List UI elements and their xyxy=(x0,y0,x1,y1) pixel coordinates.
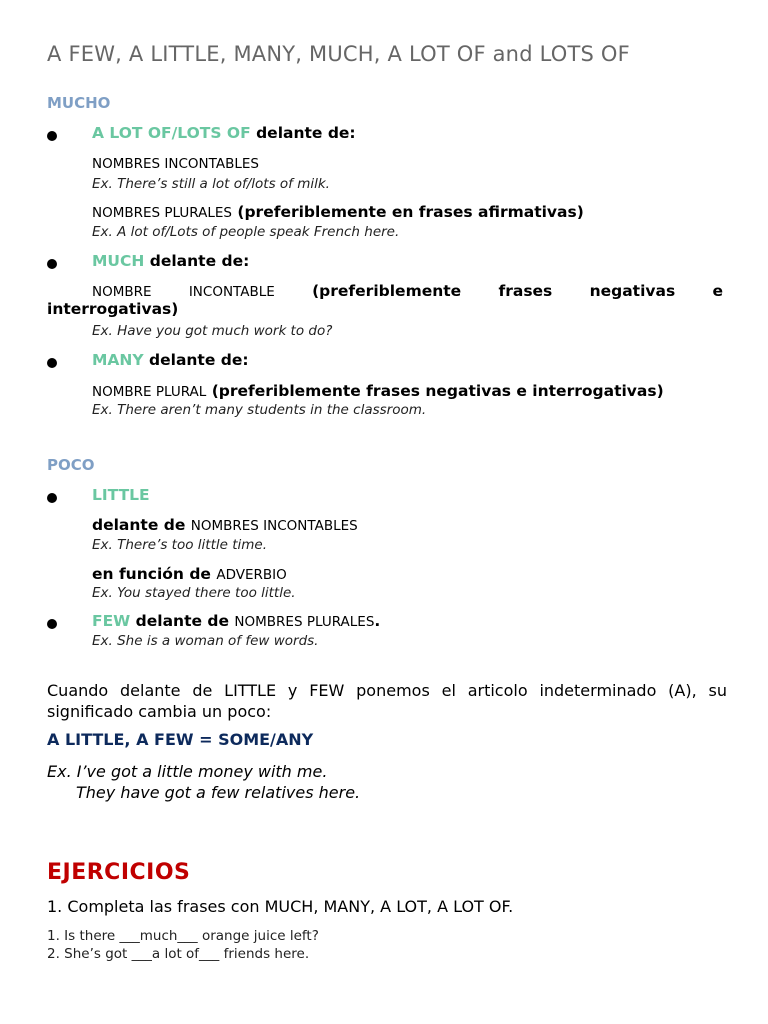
category-lead: en función de xyxy=(92,565,217,583)
section-heading-mucho: MUCHO xyxy=(47,94,111,112)
category-note: (preferiblemente en frases afirmativas) xyxy=(231,203,584,221)
category-label: NOMBRES PLURALES xyxy=(92,205,232,221)
keyword: MANY xyxy=(92,351,144,369)
category-note: interrogativas) xyxy=(47,300,179,318)
category-label: NOMBRE PLURAL xyxy=(92,384,207,400)
category-row xyxy=(92,516,358,534)
category-lead: delante de xyxy=(92,516,191,534)
category-label: NOMBRES INCONTABLES xyxy=(92,156,259,172)
category-row xyxy=(92,203,584,221)
exercise-item: 2. She’s got ___a lot of___ friends here. xyxy=(47,946,310,962)
exercise-item: 1. Is there ___much___ orange juice left? xyxy=(47,928,319,944)
rule-many xyxy=(92,351,249,369)
keyword: MUCH xyxy=(92,252,145,270)
section-heading-poco: POCO xyxy=(47,456,95,474)
rule-a-lot-of xyxy=(92,124,356,142)
category-label: NOMBRES PLURALES xyxy=(234,614,375,630)
category-note: (preferiblemente frases negativas e interrogativas) xyxy=(206,382,664,400)
keyword: LITTLE xyxy=(92,486,150,504)
example-sentence: Ex. A lot of/Lots of people speak French here. xyxy=(92,224,400,240)
example-sentence: Ex. There’s still a lot of/lots of milk. xyxy=(92,176,330,192)
example-sentence: Ex. There aren’t many students in the classroom. xyxy=(92,402,427,418)
keyword: A LOT OF/LOTS OF xyxy=(92,124,251,142)
rule-much xyxy=(92,252,249,270)
exercises-heading: EJERCICIOS xyxy=(47,860,191,885)
example-sentence: Ex. Have you got much work to do? xyxy=(92,323,333,339)
note-paragraph: Cuando delante de LITTLE y FEW ponemos el articolo indeterminado (A), su significado cambia un poco: xyxy=(47,681,727,721)
example-sentence: Ex. I’ve got a little money with me. xyxy=(47,762,328,781)
rule-text: delante de: xyxy=(144,252,250,270)
category-note: (preferiblemente xyxy=(312,282,462,300)
example-sentence: Ex. There’s too little time. xyxy=(92,537,268,553)
page-title: A FEW, A LITTLE, MANY, MUCH, A LOT OF and LOTS OF xyxy=(47,42,630,66)
category-row xyxy=(92,382,664,400)
exercise-instruction: 1. Completa las frases con MUCH, MANY, A LOT, A LOT OF. xyxy=(47,897,514,916)
category-note: negativas xyxy=(589,282,676,300)
category-label: INCONTABLE xyxy=(188,284,275,300)
example-sentence: Ex. She is a woman of few words. xyxy=(92,633,319,649)
example-sentence: They have got a few relatives here. xyxy=(76,783,361,802)
rule-little xyxy=(92,486,150,504)
rule-equivalence: A LITTLE, A FEW = SOME/ANY xyxy=(47,730,314,749)
rule-text: delante de xyxy=(130,612,235,630)
bullet-icon xyxy=(47,619,57,629)
example-sentence: Ex. You stayed there too little. xyxy=(92,585,296,601)
keyword: FEW xyxy=(92,612,131,630)
category-label: ADVERBIO xyxy=(216,567,287,583)
category-note: frases xyxy=(498,282,553,300)
category-row xyxy=(92,565,287,583)
rule-text: delante de: xyxy=(143,351,249,369)
category-label: NOMBRES INCONTABLES xyxy=(190,518,358,534)
bullet-icon xyxy=(47,131,57,141)
rule-few xyxy=(92,612,380,630)
category-label: NOMBRE xyxy=(92,284,152,300)
rule-text: delante de: xyxy=(250,124,356,142)
bullet-icon xyxy=(47,358,57,368)
justified-paragraph xyxy=(47,282,723,318)
punctuation: . xyxy=(374,612,381,630)
bullet-icon xyxy=(47,259,57,269)
category-note: e xyxy=(712,282,723,300)
bullet-icon xyxy=(47,493,57,503)
